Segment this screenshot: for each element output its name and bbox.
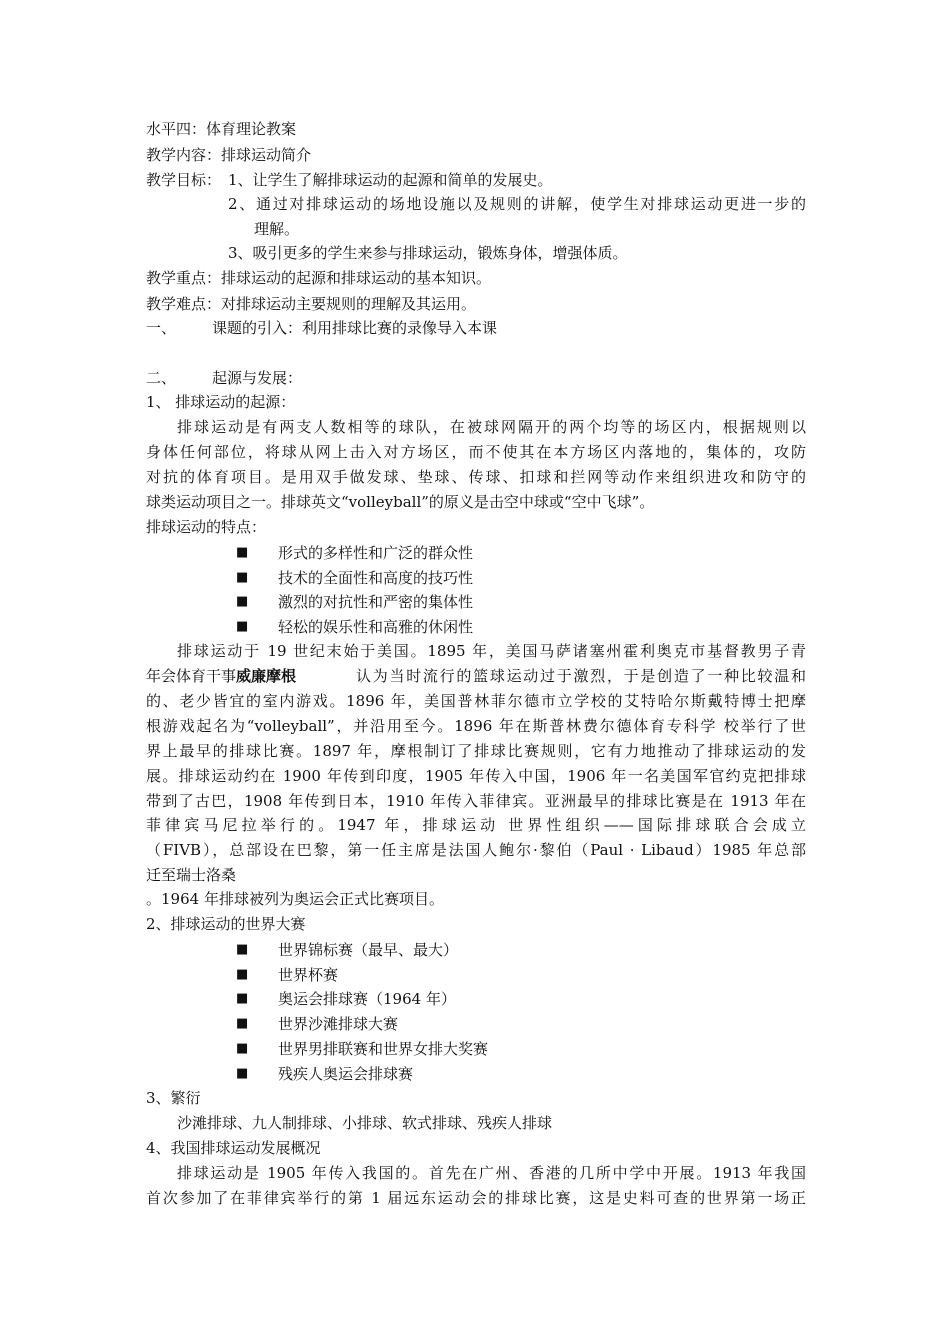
square-bullet-icon: ■ [236,942,249,957]
teaching-goals-label: 教学目标： [146,171,222,189]
competition-item: 世界男排联赛和世界女排大奖赛 [278,1040,489,1058]
competition-item: 残疾人奥运会排球赛 [278,1065,414,1083]
feature-item: 技术的全面性和高度的技巧性 [278,569,474,587]
teaching-goal-3: 3、吸引更多的学生来参与排球运动，锻炼身体，增强体质。 [228,244,628,262]
square-bullet-icon: ■ [236,594,249,609]
lesson-level: 水平四：体育理论教案 [146,120,297,138]
teaching-goal-2: 2、通过对排球运动的场地设施以及规则的讲解，使学生对排球运动更进一步的 [228,195,806,213]
history-line: 的、老少皆宜的室内游戏。1896 年，美国普林菲尔德市立学校的艾特哈尔斯戴特博士把摩 [146,692,806,710]
square-bullet-icon: ■ [236,1066,249,1081]
origin-heading: 1、 排球运动的起源： [146,393,296,411]
teaching-goal-2-cont: 理解。 [254,220,300,238]
competition-item: 奥运会排球赛（1964 年） [278,990,456,1008]
section-1-number: 一、 [146,319,177,337]
history-line: 排球运动于 19 世纪末始于美国。1895 年，美国马萨诸塞州霍利奥克市基督教男子青 [177,642,806,660]
person-name: 威廉摩根 [236,667,297,685]
history-line: 展。排球运动约在 1900 年传到印度，1905 年传入中国，1906 年一名美国军官约克把排球 [146,767,806,785]
section-1-title: 课题的引入：利用排球比赛的录像导入本课 [212,319,498,337]
history-line: 。1964 年排球被列为奥运会正式比赛项目。 [146,890,444,908]
history-text: 认为当时流行的篮球运动过于激烈，于是创造了一种比较温和 [356,667,806,685]
derive-text: 沙滩排球、九人制排球、小排球、软式排球、残疾人排球 [177,1114,553,1132]
square-bullet-icon: ■ [236,967,249,982]
teaching-difficulties: 教学难点：对排球运动主要规则的理解及其运用。 [146,295,477,313]
history-line: 带到了古巴，1908 年传到日本，1910 年传入菲律宾。亚洲最早的排球比赛是在 1913 年在 [146,792,806,810]
section-2-title: 起源与发展： [212,369,303,387]
china-line: 首次参加了在菲律宾举行的第 1 届远东运动会的排球比赛，这是史料可查的世界第一场正 [146,1189,806,1207]
world-heading: 2、排球运动的世界大赛 [146,915,306,933]
origin-para-line: 排球运动是有两支人数相等的球队，在被球网隔开的两个均等的场区内，根据规则以 [177,418,806,436]
origin-para-line: 球类运动项目之一。排球英文“volleyball”的原义是击空中球或“空中飞球”。 [146,493,655,511]
china-line: 排球运动是 1905 年传入我国的。首先在广州、香港的几所中学中开展。1913 年我国 [177,1164,806,1182]
teaching-content: 教学内容：排球运动简介 [146,146,312,164]
history-line: 根游戏起名为“volleyball”，并沿用至今。1896 年在斯普林费尔德体育专科学 校举行了世 [146,717,806,735]
teaching-goal-1: 1、让学生了解排球运动的起源和简单的发展史。 [228,171,553,189]
square-bullet-icon: ■ [236,570,249,585]
history-line: 菲律宾马尼拉举行的。1947 年，排球运动 世界性组织——国际排球联合会成立 [146,816,806,834]
history-text: 年会体育干事 [146,667,237,685]
origin-para-line: 对抗的体育项目。是用双手做发球、垫球、传球、扣球和拦网等动作来组织进攻和防守的 [146,468,806,486]
square-bullet-icon: ■ [236,1041,249,1056]
square-bullet-icon: ■ [236,1016,249,1031]
competition-item: 世界杯赛 [278,966,339,984]
teaching-key-points: 教学重点：排球运动的起源和排球运动的基本知识。 [146,269,492,287]
history-line: 界上最早的排球比赛。1897 年，摩根制订了排球比赛规则，它有力地推动了排球运动的发 [146,742,806,760]
feature-item: 激烈的对抗性和严密的集体性 [278,593,474,611]
china-heading: 4、我国排球运动发展概况 [146,1139,321,1157]
feature-item: 形式的多样性和广泛的群众性 [278,544,474,562]
square-bullet-icon: ■ [236,545,249,560]
history-line: （FIVB），总部设在巴黎，第一任主席是法国人鲍尔·黎伯（Paul · Libaud）1985 年总部 [146,841,806,859]
competition-item: 世界锦标赛（最早、最大） [278,941,459,959]
section-2-number: 二、 [146,369,177,387]
history-line: 迁至瑞士洛桑 [146,866,237,884]
competition-item: 世界沙滩排球大赛 [278,1015,399,1033]
square-bullet-icon: ■ [236,991,249,1006]
derive-heading: 3、繁衍 [146,1089,201,1107]
features-label: 排球运动的特点： [146,518,267,536]
history-line [146,666,806,686]
origin-para-line: 身体任何部位，将球从网上击入对方场区，而不使其在本方场区内落地的，集体的，攻防 [146,443,806,461]
square-bullet-icon: ■ [236,619,249,634]
feature-item: 轻松的娱乐性和高雅的休闲性 [278,618,474,636]
